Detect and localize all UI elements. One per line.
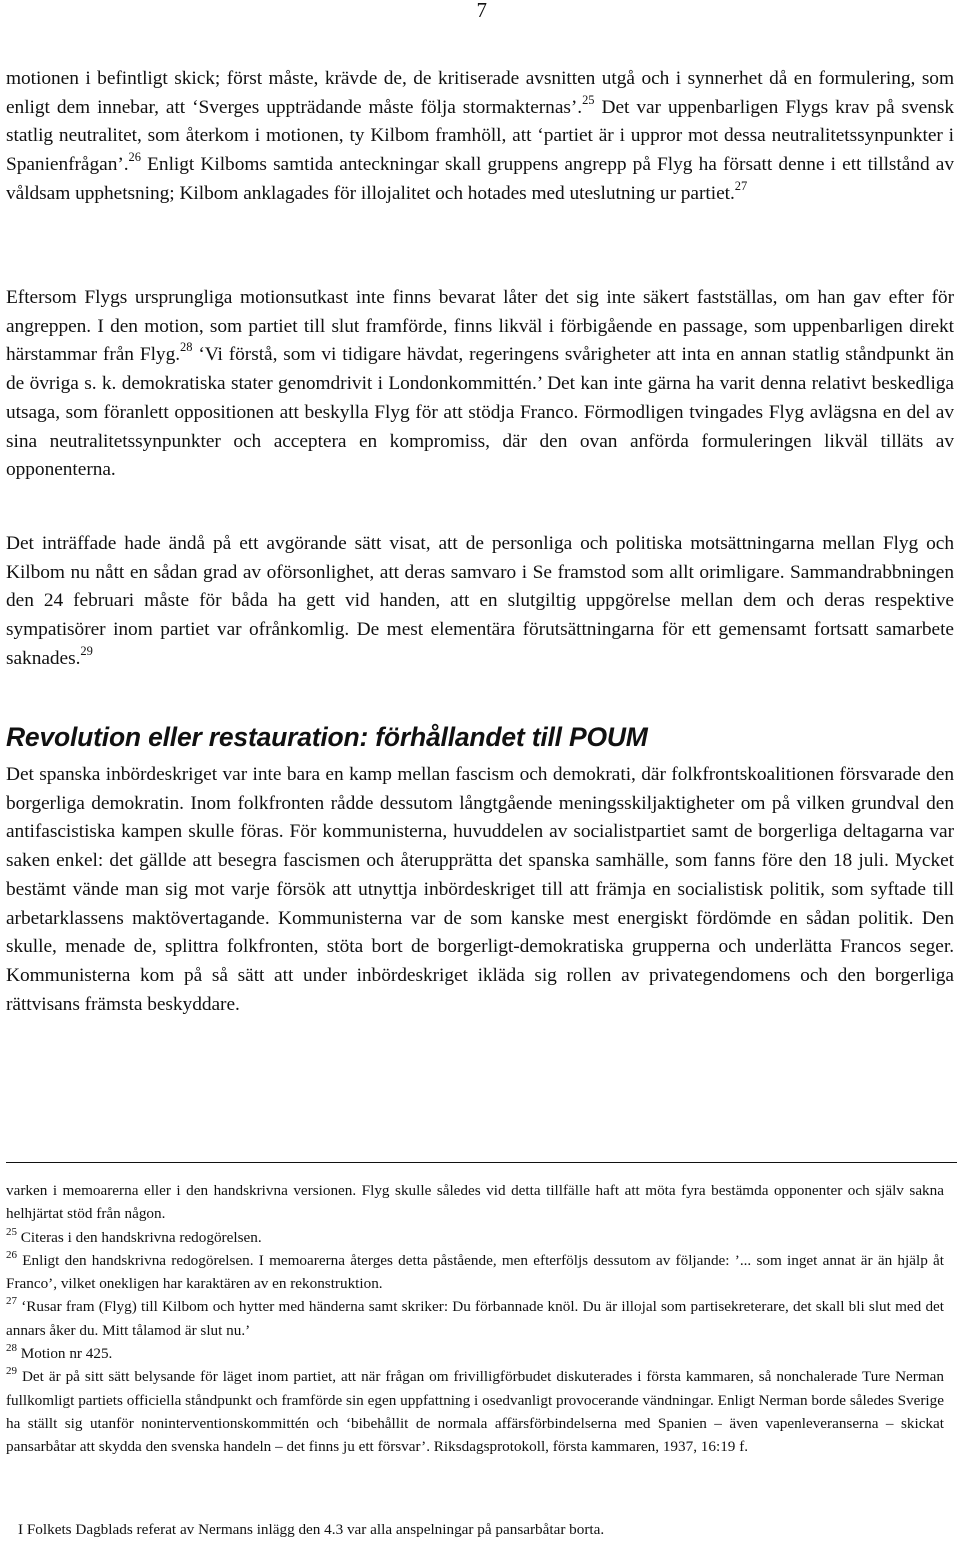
footnote-continuation: varken i memoarerna eller i den handskrivna versionen. Flyg skulle således vid detta tillfälle haft att möta fyra bestämda opponenter och själv sakna helhjärtat stöd från någon. — [6, 1182, 944, 1223]
footnote-number: 26 — [6, 1248, 17, 1261]
footnotes — [6, 1179, 944, 1459]
footnote-text: Motion nr 425. — [17, 1345, 113, 1363]
footnote-number: 29 — [6, 1365, 17, 1378]
paragraph-text: Enligt Kilboms samtida anteckningar skall gruppens angrepp på Flyg ha försatt denne i ett tillstånd av våldsam upphetsning; Kilbom anklagades för illojalitet och hotades med uteslutning ur partiet. — [6, 154, 954, 204]
footnote-number: 27 — [6, 1295, 17, 1308]
footnote-26 — [6, 1249, 944, 1296]
paragraph-text: ‘Vi förstå, som vi tidigare hävdat, regeringens svårigheter att inta en annan statlig ståndpunkt än de övriga s. k. demokratiska stater genomdrivit i Londonkommittén.’ Det kan inte gärna ha varit denna relativt beskedliga utsaga, som föranlett oppositionen att beskylla Flyg för att stödja Franco. Förmodligen tvingades Flyg avlägsna en del av sina neutralitetssynpunkter och acceptera en kompromiss, där den ovan anförda formuleringen likväl tilläts av opponenterna. — [6, 344, 954, 481]
footnote-25 — [6, 1226, 944, 1249]
body-paragraph-1 — [6, 65, 954, 209]
body-paragraph-2 — [6, 284, 954, 485]
body-paragraph-3 — [6, 530, 954, 674]
footnote-ref-25: 25 — [582, 92, 595, 107]
footnote-ref-26: 26 — [128, 150, 141, 165]
section-heading: Revolution eller restauration: förhållandet till POUM — [6, 722, 648, 752]
footnote-29 — [6, 1365, 944, 1458]
body-paragraph-4 — [6, 761, 954, 1019]
footnote-trailing-line: I Folkets Dagblads referat av Nermans inlägg den 4.3 var alla anspelningar på pansarbåtar borta. — [18, 1521, 605, 1538]
paragraph-text: Det var uppenbarligen Flygs krav på svensk statlig neutralitet, som återkom i motionen, ty Kilbom framhöll, att ‘partiet är i uppror mot dessa neutralitetssynpunkter i Spanienfrågan’. — [6, 96, 955, 176]
paragraph-text: Det spanska inbördeskriget var inte bara en kamp mellan fascism och demokrati, där folkfrontskoalitionen försvarade den borgerliga demokratin. Inom folkfronten rådde dessutom långtgående meningsskiljaktigheter om på vilken grundval den antifascistiska kampen skulle föras. För kommunisterna, huvuddelen av socialistpartiet samt de borgerliga deltagarna var saken enkel: det gällde att besegra fascismen och återupprätta det spanska samhälle, som fanns före den 18 juli. Mycket bestämt vände man sig mot varje försök att utnyttja inbördeskriget till att främja en socialistisk politik, som syftade till arbetarklassens maktövertagande. Kommunisterna var de som kanske mest energiskt fördömde en sådan politik. Den skulle, menade de, splittra folkfronten, stöta bort de borgerligt-demokratiska grupperna och underlätta Francos seger. Kommunisterna kom på så sätt att under inbördeskriget ikläda sig rollen av privategendomens och den borgerliga rättvisans främsta beskyddare. — [6, 764, 954, 1015]
footnote-number: 25 — [6, 1225, 17, 1238]
paragraph-text: motionen i befintligt skick; först måste, krävde de, de kritiserade avsnitten utgå och i synnerhet då en formulering, som enligt dem innebar, att ‘Sverges uppträdande måste följa stormakternas’. — [6, 68, 954, 118]
footnote-ref-27: 27 — [734, 178, 748, 193]
paragraph-text: Eftersom Flygs ursprungliga motionsutkast inte finns bevarat låter det sig inte säkert fastställas, om han gav efter för angreppen. I den motion, som partiet till slut framförde, finns likväl i förbigående en passage, som uppenbarligen direkt härstammar från Flyg. — [6, 287, 954, 366]
footnote-28 — [6, 1342, 944, 1365]
paragraph-text: Det inträffade hade ändå på ett avgörande sätt visat, att de personliga och politiska motsättningarna mellan Flyg och Kilbom nu nått en sådan grad av oförsonlighet, att deras samvaro i Se framstod som allt orimligare. Sammandrabbningen den 24 februari måste för båda ha gett vid handen, att en slutgiltig uppgörelse mellan dem och deras respektive sympatisörer inom partiet var ofrånkomlig. De mest elementära förutsättningarna för ett gemensamt fortsatt samarbete saknades. — [6, 533, 954, 669]
footnote-text: Det är på sitt sätt belysande för läget inom partiet, att när frågan om frivilligförbudet diskuterades i första kammaren, så nonchalerade Ture Nerman fullkomligt partiets officiella ståndpunkt och framförde sin egen uppfattning i osedvanligt provocerande vändningar. Enligt Nerman borde således Sverige ha ställt sig utanför noninterventionskommittén och ‘bibehållit de normala affärsförbindelserna med Spanien – även vapenleveranserna – skickat pansarbåtar att skydda den svenska handeln – det finns ju ett försvar’. Riksdagsprotokoll, första kammaren, 1937, 16:19 f. — [6, 1368, 944, 1456]
footnote-number: 28 — [6, 1342, 17, 1355]
footnote-ref-29: 29 — [80, 643, 93, 658]
footnote-divider — [6, 1162, 957, 1163]
footnote-text: Citeras i den handskrivna redogörelsen. — [17, 1228, 262, 1246]
footnote-27 — [6, 1295, 944, 1342]
page-number: 7 — [476, 0, 487, 22]
footnote-ref-28: 28 — [180, 340, 193, 355]
footnote-text: ‘Rusar fram (Flyg) till Kilbom och hytter med händerna samt skriker: Du förbannade knöl. Du är illojal som partisekreterare, det skall bli slut med det annars åker du. Mitt tålamod är slut nu.’ — [6, 1298, 944, 1339]
footnote-text: Enligt den handskrivna redogörelsen. I memoarerna återges detta påstående, men efterföljs dessutom av följande: ’... som inget annat är än hjälp åt Franco’, vilket onekligen har karaktären av en rekonstruktion. — [6, 1251, 944, 1293]
